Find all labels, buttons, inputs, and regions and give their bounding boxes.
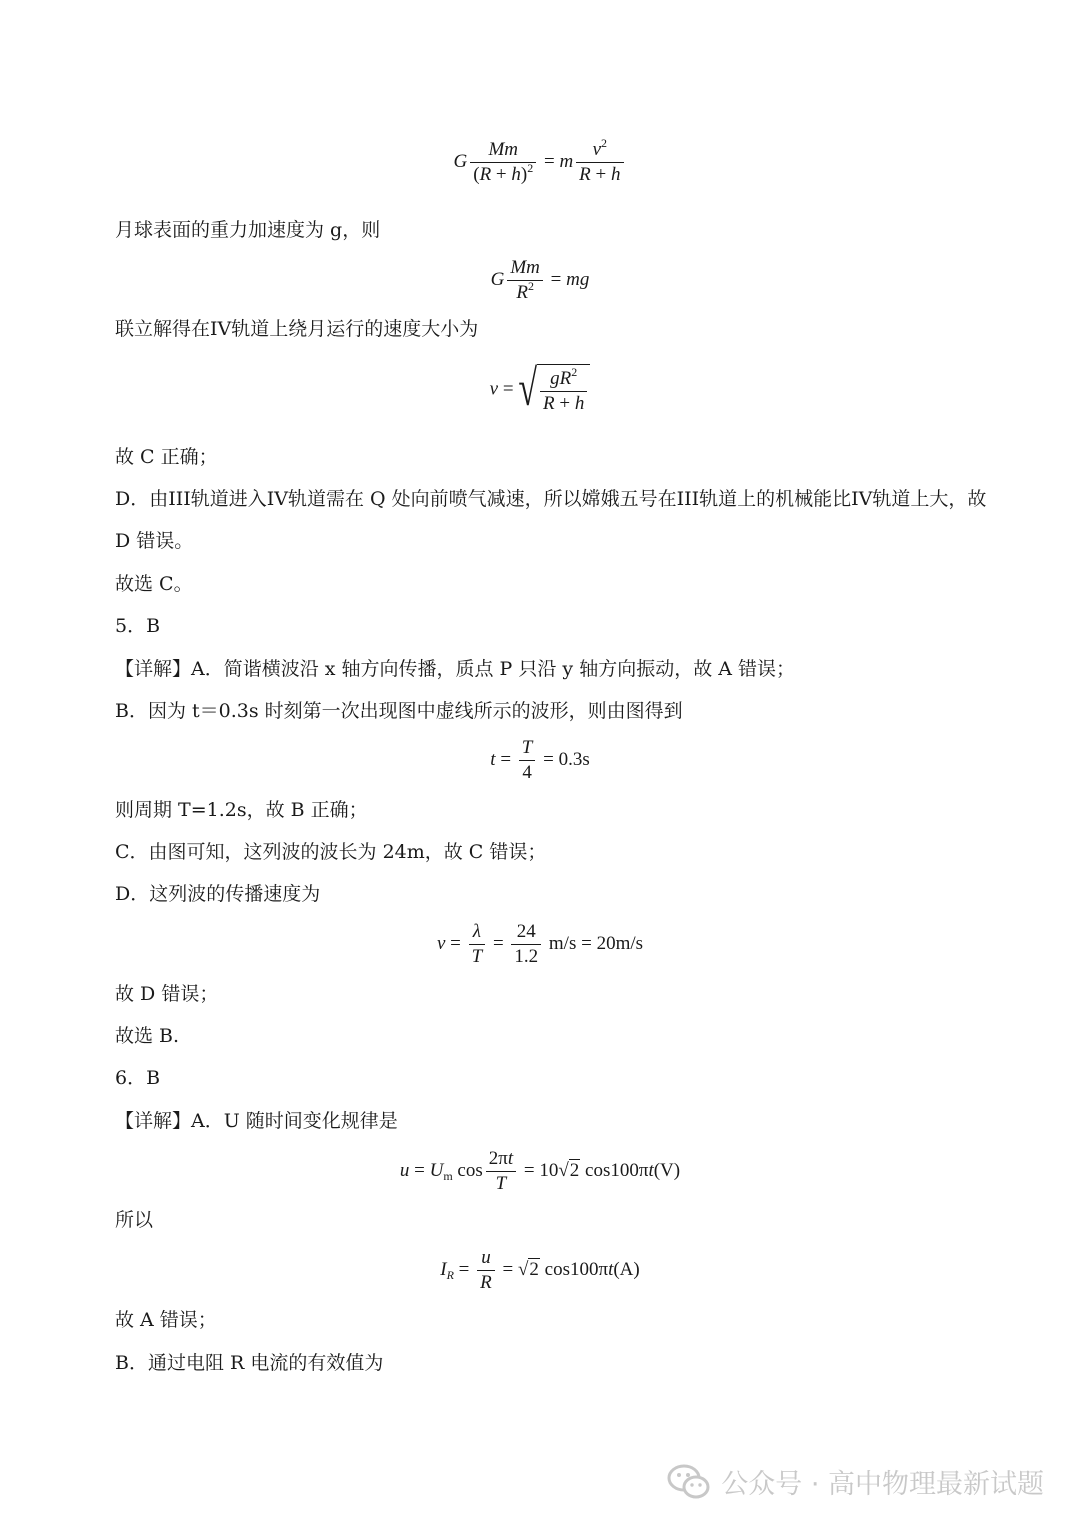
text-line: 故选 B. <box>115 1025 180 1047</box>
equation-voltage: $u = U_m$ cos $\frac{2\pi t}{T}$ = 10√2 cos100πt(V) <box>399 1148 681 1194</box>
question-number: 5．B <box>115 615 161 637</box>
equation-current: $I_R$ = $\frac{u}{R}$ = √2 cos100πt(A) <box>440 1247 640 1293</box>
watermark <box>667 1462 1044 1501</box>
text-line: 月球表面的重力加速度为 g，则 <box>115 219 381 241</box>
wechat-icon <box>667 1464 711 1500</box>
text-line: 联立解得在IV轨道上绕月运行的速度大小为 <box>115 318 479 340</box>
text-line: 故 C 正确； <box>115 446 218 468</box>
text-line: D 错误。 <box>115 530 194 552</box>
text-line: 故 D 错误； <box>115 983 219 1005</box>
equation-surface-gravity: G $\frac{Mm}{R^2}$ = mg <box>490 257 590 303</box>
text-line: 所以 <box>115 1209 154 1231</box>
text-line: 【详解】A．简谐横波沿 x 轴方向传播，质点 P 只沿 y 轴方向振动，故 A 错误； <box>115 658 795 680</box>
text-line: B．通过电阻 R 电流的有效值为 <box>115 1352 384 1374</box>
text-line: 故 A 错误； <box>115 1309 217 1331</box>
equation-orbital-speed: v = √ $\frac{gR^2}{R + h}$ <box>0 364 1080 416</box>
equation-time-period: t = $\frac{T}{4}$ = 0.3s <box>490 737 590 783</box>
text-line: D．这列波的传播速度为 <box>115 883 321 905</box>
text-line: D．由III轨道进入IV轨道需在 Q 处向前喷气减速，所以嫦娥五号在III轨道上的机械能比IV轨道上大，故 <box>115 488 987 510</box>
question-number: 6．B <box>115 1067 161 1089</box>
equation-wave-speed: v = $\frac{\lambda}{T}$ = $\frac{24}{1.2}$ m/s = 20m/s <box>436 921 644 967</box>
text-line: B．因为 t＝0.3s 时刻第一次出现图中虚线所示的波形，则由图得到 <box>115 700 683 722</box>
equation-gravitation-orbit: G $\frac{Mm}{(R + h)^2}$ = m $\frac{v^2}{R + h}$ <box>0 138 1080 187</box>
text-line: 则周期 T=1.2s，故 B 正确； <box>115 799 368 821</box>
text-line: 【详解】A．U 随时间变化规律是 <box>115 1110 398 1132</box>
watermark-text: 公众号 · 高中物理最新试题 <box>721 1469 1044 1500</box>
text-line: 故选 C。 <box>115 573 193 595</box>
text-line: C．由图可知，这列波的波长为 24m，故 C 错误； <box>115 841 547 863</box>
